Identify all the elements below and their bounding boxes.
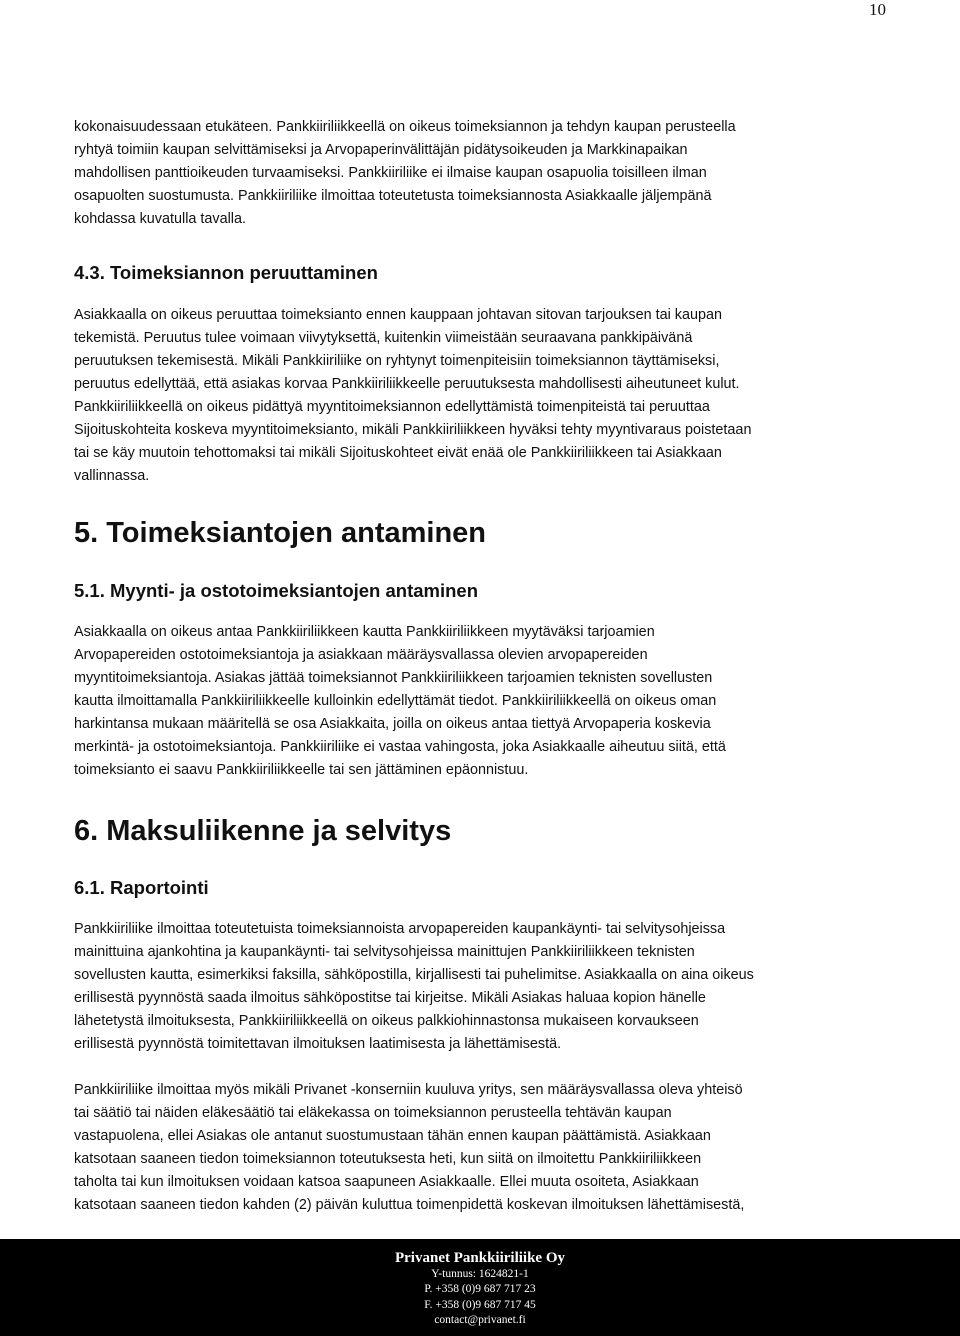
footer-fax: F. +358 (0)9 687 717 45 [424,1298,536,1311]
section-paragraph-6-1-a: Pankkiiriliike ilmoittaa toteutetuista toimeksiannoista arvopapereiden kaupankäynti- tai selvitysohjeissa mainittuina ajankohtina ja kaupankäynti- tai selvitysohjeissa mainittujen Pankkiiriliikkeen teknisten sovellusten kautta, esimerkiksi faksilla, sähköpostilla, kirjallisesti tai puhelimitse. Asiakkaalla on aina oikeus erillisestä pyynnöstä saada ilmoitus sähköpostitse tai kirjeitse. Mikäli Asiakas haluaa kopion hänelle lähetetystä ilmoituksesta, Pankkiiriliikkeellä on oikeus palkkiohinnastonsa mukaiseen korvaukseen erillisestä pyynnöstä toimitettavan ilmoituksen laatimisesta ja lähettämisestä. [74,921,754,1052]
footer-company-name: Privanet Pankkiiriliike Oy [394,1250,565,1266]
section-heading-6-1: 6.1. Raportointi [74,877,209,898]
section-heading-6: 6. Maksuliikenne ja selvitys [74,815,452,847]
section-heading-5: 5. Toimeksiantojen antaminen [74,517,487,549]
footer-email: contact@privanet.fi [434,1314,526,1327]
company-footer [0,1239,960,1336]
document-body [74,116,894,1217]
section-paragraph-4-3: Asiakkaalla on oikeus peruuttaa toimeksianto ennen kauppaan johtavan sitovan tarjouksen tai kaupan tekemistä. Peruutus tulee voimaan viivytyksettä, kuitenkin viimeistään seuraavana pankkipäivänä peruutuksen tekemisestä. Mikäli Pankkiiriliike on ryhtynyt toimenpiteisiin toimeksiannon täyttämiseksi, peruutus edellyttää, että asiakas korvaa Pankkiiriliikkeelle peruutuksesta mahdollisesti aiheutuneet kulut. Pankkiiriliikkeellä on oikeus pidättyä myyntitoimeksiannon edellyttämistä toimenpiteistä tai peruuttaa Sijoituskohteita koskeva myyntitoimeksianto, mikäli Pankkiiriliikkeen hyväksi tehty myyntivaraus poistetaan tai se käy muutoin tehottomaksi tai mikäli Sijoituskohteet eivät enää ole Pankkiiriliikkeen tai Asiakkaan vallinnassa. [74,307,752,484]
footer-business-id: Y-tunnus: 1624821-1 [431,1268,529,1280]
section-paragraph-6-1-b: Pankkiiriliike ilmoittaa myös mikäli Privanet -konserniin kuuluva yritys, sen määräysvallassa oleva yhteisö tai säätiö tai näiden eläkesäätiö tai eläkekassa on toimeksiannon perusteella tehtävän kaupan vastapuolena, ellei Asiakas ole antanut suostumustaan tähän ennen kaupan päättämistä. Asiakkaan katsotaan saaneen tiedon toimeksiannon toteutuksesta heti, kun siitä on ilmoitettu Pankkiiriliikkeen taholta tai kun ilmoituksen voidaan katsoa saapuneen Asiakkaalle. Ellei muuta osoiteta, Asiakkaan katsotaan saaneen tiedon kahden (2) päivän kuluttua toimenpidettä koskevan ilmoituksen lähettämisestä, [74,1082,745,1213]
section-heading-5-1: 5.1. Myynti- ja ostotoimeksiantojen antaminen [74,580,479,601]
page-number: 10 [869,0,886,19]
section-paragraph-5-1: Asiakkaalla on oikeus antaa Pankkiiriliikkeen kautta Pankkiiriliikkeen myytäväksi tarjoamien Arvopapereiden ostotoimeksiantoja ja asiakkaan määräysvallassa olevien arvopapereiden myyntitoimeksiantoja. Asiakas jättää toimeksiannot Pankkiiriliikkeen tarjoamien teknisten sovellusten kautta ilmoittamalla Pankkiiriliikkeelle kulloinkin edellyttämät tiedot. Pankkiiriliikkeellä on oikeus oman harkintansa mukaan määritellä se osa Asiakkaita, joilla on oikeus antaa tiettyä Arvopaperia koskevia merkintä- ja ostotoimeksiantoja. Pankkiiriliike ei vastaa vahingosta, joka Asiakkaalle aiheutuu siitä, että toimeksianto ei saavu Pankkiiriliikkeelle tai sen jättäminen epäonnistuu. [74,624,726,778]
footer-phone: P. +358 (0)9 687 717 23 [424,1283,536,1296]
intro-paragraph: kokonaisuudessaan etukäteen. Pankkiiriliikkeellä on oikeus toimeksiannon ja tehdyn kaupan perusteella ryhtyä toimiin kaupan selvittämiseksi ja Arvopaperinvälittäjän pidätysoikeuden ja Markkinapaikan mahdollisen panttioikeuden turvaamiseksi. Pankkiiriliike ei ilmaise kaupan osapuolia toisilleen ilman osapuolten suostumusta. Pankkiiriliike ilmoittaa toteutetusta toimeksiannosta Asiakkaalle jäljempänä kohdassa kuvatulla tavalla. [74,119,736,227]
section-heading-4-3: 4.3. Toimeksiannon peruuttaminen [74,262,378,283]
